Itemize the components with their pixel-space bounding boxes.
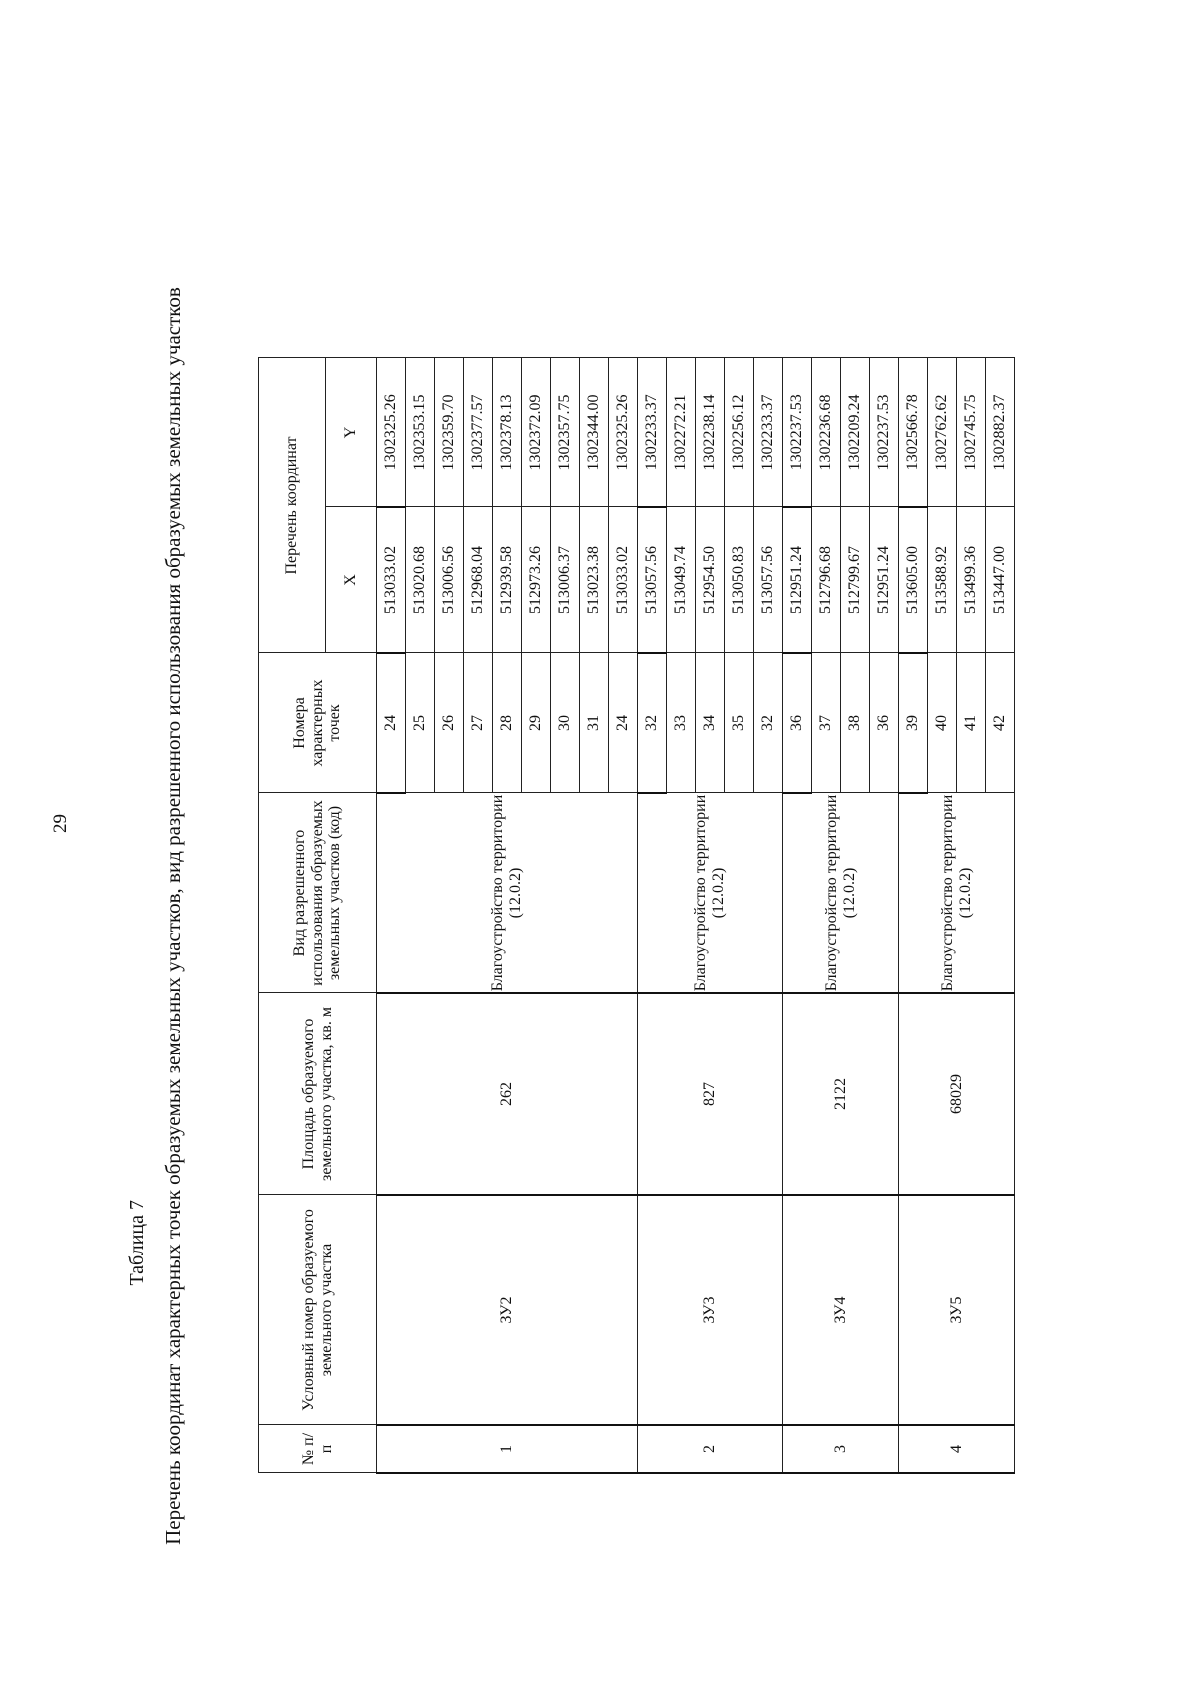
cell-area: 262 [377,993,638,1195]
cell-point-number: 30 [551,653,580,793]
cell-point-number: 28 [493,653,522,793]
cell-cond-number: ЗУ3 [638,1195,783,1425]
cell-y: 1302209.24 [841,358,870,507]
cell-point-number: 26 [435,653,464,793]
header-row [259,358,326,1473]
cell-x: 513057.56 [638,507,667,653]
cell-y: 1302566.78 [899,358,928,507]
cell-area: 2122 [783,993,899,1195]
table-title: Перечень координат характерных точек образуемых земельных участков, вид разрешенного использования образуемых земельных участков [161,287,185,1545]
cell-point-number: 31 [580,653,609,793]
cell-x: 513033.02 [377,507,406,653]
cell-x: 513049.74 [667,507,696,653]
cell-x: 512954.50 [696,507,725,653]
cell-point-number: 32 [638,653,667,793]
cell-y: 1302745.75 [957,358,986,507]
cell-y: 1302272.21 [667,358,696,507]
cell-y: 1302325.26 [377,358,406,507]
cell-cond-number: ЗУ2 [377,1195,638,1425]
cell-permitted-use: Благоустройство территории (12.0.2) [377,793,638,993]
header-area: Площадь образуемого земельного участка, кв. м [259,993,377,1195]
cell-point-number: 40 [928,653,957,793]
cell-point-number: 37 [812,653,841,793]
cell-x: 513050.83 [725,507,754,653]
header-x: X [326,507,377,653]
cell-x: 512799.67 [841,507,870,653]
cell-x: 513023.38 [580,507,609,653]
cell-x: 513033.02 [609,507,638,653]
cell-point-number: 27 [464,653,493,793]
cell-x: 513057.56 [754,507,783,653]
cell-permitted-use: Благоустройство территории (12.0.2) [783,793,899,993]
cell-y: 1302353.15 [406,358,435,507]
cell-x: 512973.26 [522,507,551,653]
cell-x: 513020.68 [406,507,435,653]
table-label: Таблица 7 [126,1200,148,1286]
cell-point-number: 36 [783,653,812,793]
cell-x: 513006.56 [435,507,464,653]
cell-y: 1302372.09 [522,358,551,507]
cell-cond-number: ЗУ4 [783,1195,899,1425]
header-num: № п/п [259,1425,377,1473]
cell-y: 1302357.75 [551,358,580,507]
header-point-numbers: Номера характерных точек [259,653,377,793]
cell-point-number: 24 [377,653,406,793]
cell-y: 1302238.14 [696,358,725,507]
cell-x: 512951.24 [783,507,812,653]
cell-y: 1302378.13 [493,358,522,507]
cell-num: 2 [638,1425,783,1473]
header-cond-number: Условный номер образуемого земельного участка [259,1195,377,1425]
cell-y: 1302237.53 [870,358,899,507]
table-row [638,358,667,1473]
coordinates-table [258,358,1015,1475]
cell-permitted-use: Благоустройство территории (12.0.2) [638,793,783,993]
cell-y: 1302256.12 [725,358,754,507]
cell-num: 4 [899,1425,1015,1473]
cell-y: 1302236.68 [812,358,841,507]
cell-x: 513499.36 [957,507,986,653]
cell-point-number: 34 [696,653,725,793]
table-row [899,358,928,1473]
cell-point-number: 42 [986,653,1015,793]
cell-y: 1302344.00 [580,358,609,507]
header-y: Y [326,358,377,507]
cell-point-number: 24 [609,653,638,793]
cell-x: 513447.00 [986,507,1015,653]
header-permitted-use: Вид разрешенного использования образуемых земельных участков (код) [259,793,377,993]
cell-point-number: 29 [522,653,551,793]
cell-y: 1302233.37 [638,358,667,507]
cell-area: 68029 [899,993,1015,1195]
cell-y: 1302237.53 [783,358,812,507]
cell-num: 1 [377,1425,638,1473]
cell-point-number: 38 [841,653,870,793]
cell-x: 512951.24 [870,507,899,653]
cell-y: 1302233.37 [754,358,783,507]
cell-x: 513605.00 [899,507,928,653]
cell-x: 512968.04 [464,507,493,653]
cell-x: 513588.92 [928,507,957,653]
cell-point-number: 25 [406,653,435,793]
table-body [377,358,1015,1473]
cell-area: 827 [638,993,783,1195]
cell-x: 513006.37 [551,507,580,653]
table-row [377,358,406,1473]
cell-num: 3 [783,1425,899,1473]
cell-y: 1302377.57 [464,358,493,507]
cell-y: 1302359.70 [435,358,464,507]
table-row [783,358,812,1473]
cell-point-number: 33 [667,653,696,793]
cell-cond-number: ЗУ5 [899,1195,1015,1425]
cell-y: 1302882.37 [986,358,1015,507]
cell-point-number: 32 [754,653,783,793]
cell-point-number: 41 [957,653,986,793]
cell-y: 1302325.26 [609,358,638,507]
cell-x: 512939.58 [493,507,522,653]
cell-point-number: 36 [870,653,899,793]
cell-point-number: 35 [725,653,754,793]
cell-x: 512796.68 [812,507,841,653]
cell-y: 1302762.62 [928,358,957,507]
page-number: 29 [50,814,71,833]
header-coordinates: Перечень координат [259,358,326,653]
cell-permitted-use: Благоустройство территории (12.0.2) [899,793,1015,993]
cell-point-number: 39 [899,653,928,793]
